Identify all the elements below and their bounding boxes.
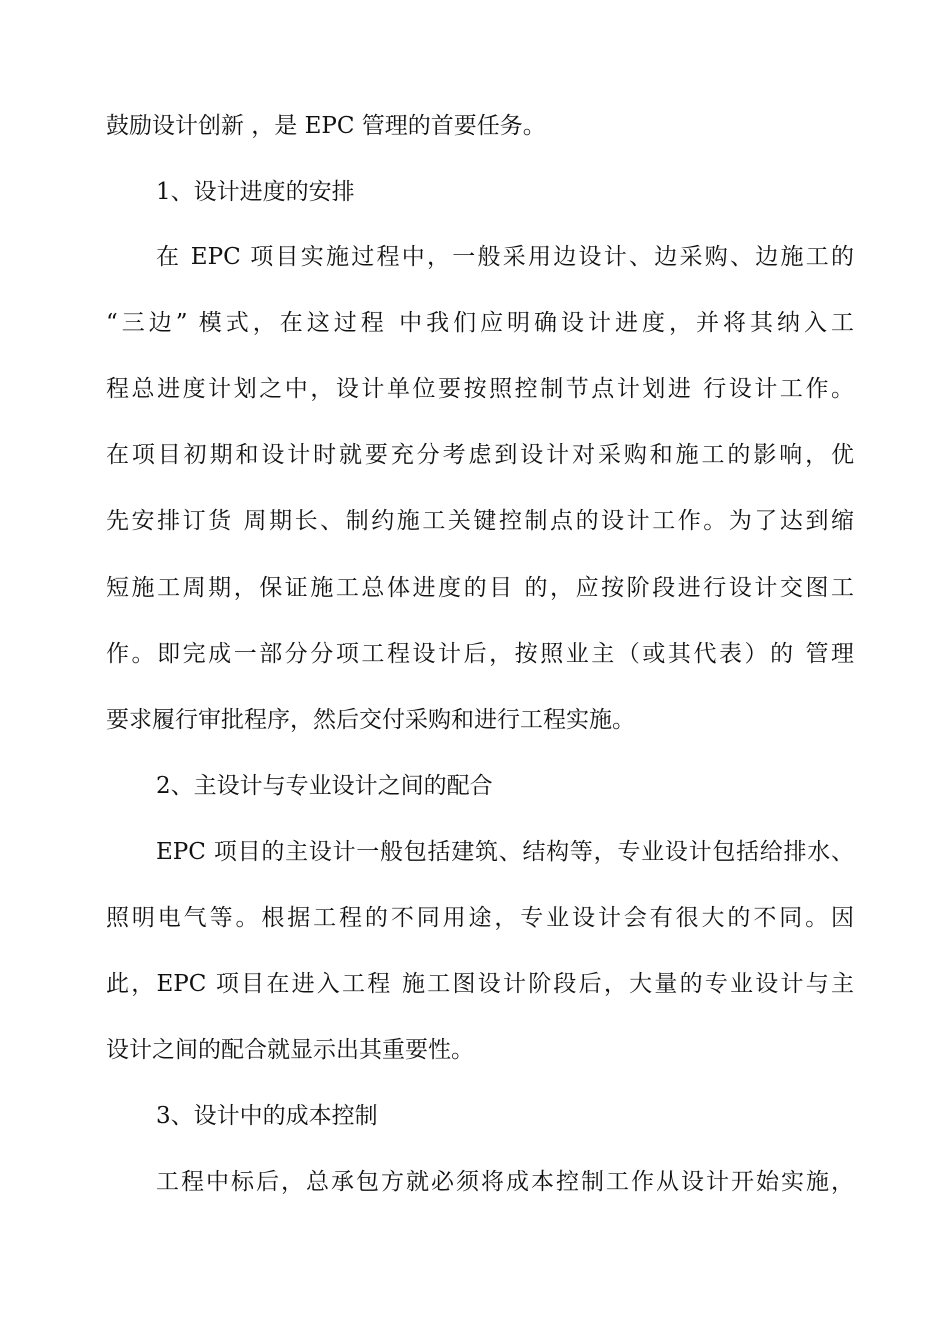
paragraph-line: EPC 项目的主设计一般包括建筑、结构等，专业设计包括给排水、 — [156, 839, 854, 865]
paragraph-line: 在项目初期和设计时就要充分考虑到设计对采购和施工的影响，优 — [106, 442, 854, 468]
section-heading-2: 2、主设计与专业设计之间的配合 — [156, 773, 493, 799]
section-heading-1: 1、设计进度的安排 — [156, 179, 355, 205]
paragraph-line: 先安排订货 周期长、制约施工关键控制点的设计工作。为了达到缩 — [106, 508, 854, 534]
section-heading-3: 3、设计中的成本控制 — [156, 1103, 378, 1129]
paragraph-line: 程总进度计划之中，设计单位要按照控制节点计划进 行设计工作。 — [106, 376, 854, 402]
paragraph-line: 照明电气等。根据工程的不同用途，专业设计会有很大的不同。因 — [106, 905, 854, 931]
paragraph-line: 在 EPC 项目实施过程中，一般采用边设计、边采购、边施工的 — [156, 244, 854, 270]
paragraph-line: 设计之间的配合就显示出其重要性。 — [106, 1037, 474, 1063]
paragraph-line: “三边” 模式，在这过程 中我们应明确设计进度，并将其纳入工 — [106, 310, 854, 336]
paragraph-line: 鼓励设计创新 ，是 EPC 管理的首要任务。 — [106, 113, 546, 139]
paragraph-line: 工程中标后，总承包方就必须将成本控制工作从设计开始实施， — [156, 1169, 854, 1195]
paragraph-line: 此，EPC 项目在进入工程 施工图设计阶段后，大量的专业设计与主 — [106, 971, 854, 997]
paragraph-line: 要求履行审批程序，然后交付采购和进行工程实施。 — [106, 707, 635, 733]
paragraph-line: 短施工周期，保证施工总体进度的目 的，应按阶段进行设计交图工 — [106, 575, 854, 601]
paragraph-line: 作。即完成一部分分项工程设计后，按照业主（或其代表）的 管理 — [106, 641, 854, 667]
